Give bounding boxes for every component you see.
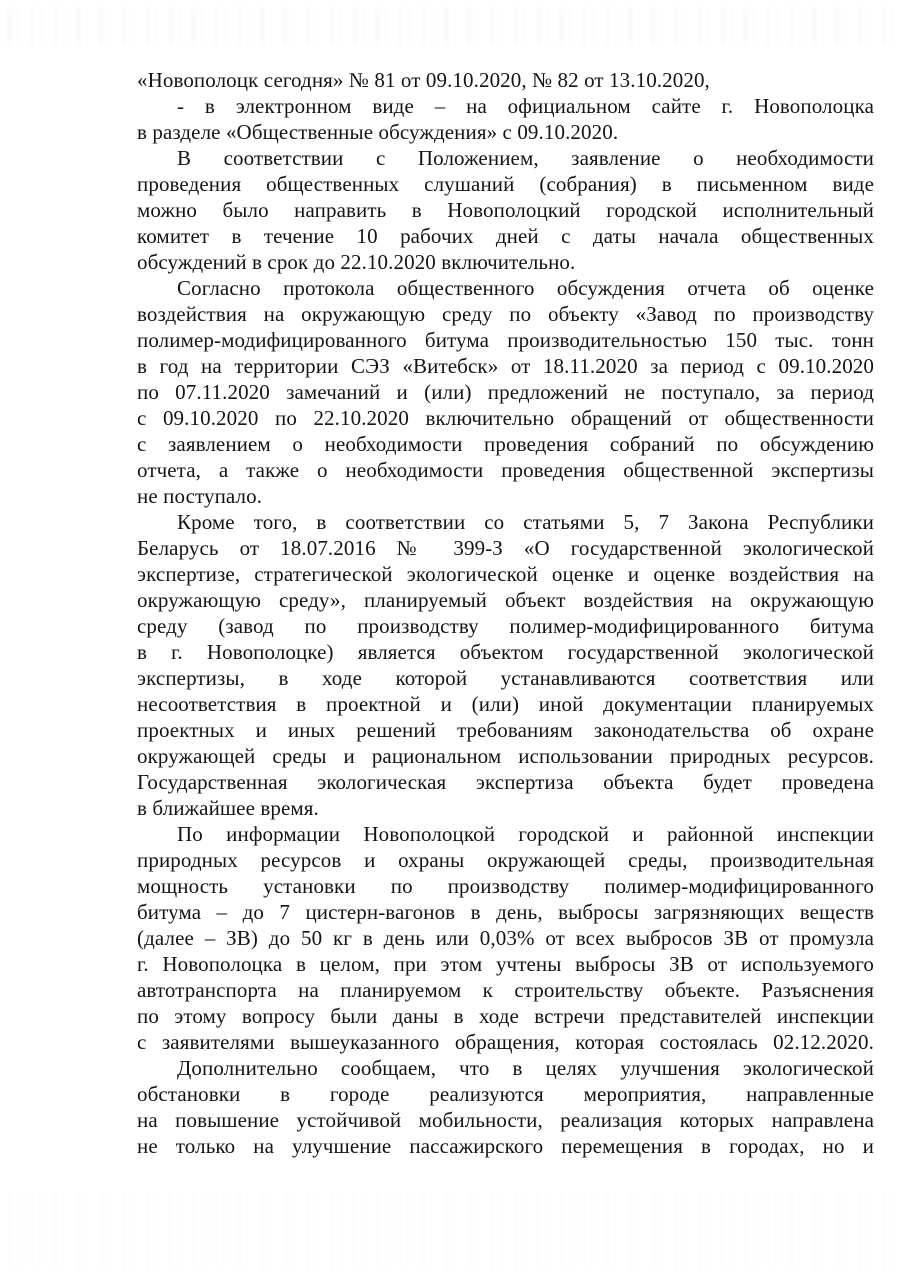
paragraph xyxy=(137,67,874,93)
text-line: по 07.11.2020 замечаний и (или) предложений не поступало, за период xyxy=(137,380,874,404)
text-line: с 09.10.2020 по 22.10.2020 включительно обращений от общественности xyxy=(137,406,874,430)
text-line: Согласно протокола общественного обсуждения отчета об оценке xyxy=(177,276,874,300)
text-line: не поступало. xyxy=(137,484,263,508)
text-line: мощность установки по производству полимер-модифицированного xyxy=(137,874,874,898)
text-line: окружающую среду», планируемый объект воздействия на окружающую xyxy=(137,588,874,612)
text-line: комитет в течение 10 рабочих дней с даты начала общественных xyxy=(137,224,874,248)
document-body-text xyxy=(137,67,874,1159)
text-line: отчета, а также о необходимости проведения общественной экспертизы xyxy=(137,458,874,482)
scan-artifact-bottom xyxy=(8,1190,900,1270)
text-line: Беларусь от 18.07.2016 № 399-З «О государственной экологической xyxy=(137,536,874,560)
paragraph xyxy=(137,93,874,145)
text-line: - в электронном виде – на официальном сайте г. Новополоцка xyxy=(177,94,874,118)
text-line: среду (завод по производству полимер-модифицированного битума xyxy=(137,614,874,638)
paragraph xyxy=(137,509,874,821)
paragraph xyxy=(137,145,874,275)
text-line: полимер-модифицированного битума производительностью 150 тыс. тонн xyxy=(137,328,874,352)
text-line: с заявлением о необходимости проведения собраний по обсуждению xyxy=(137,432,874,456)
scan-artifact-top xyxy=(8,6,900,46)
text-line: с заявителями вышеуказанного обращения, которая состоялась 02.12.2020. xyxy=(137,1030,874,1054)
text-line: «Новополоцк сегодня» № 81 от 09.10.2020, № 82 от 13.10.2020, xyxy=(137,68,710,92)
text-line: проектных и иных решений требованиям законодательства об охране xyxy=(137,718,874,742)
text-line: несоответствия в проектной и (или) иной документации планируемых xyxy=(137,692,874,716)
text-line: автотранспорта на планируемом к строительству объекте. Разъяснения xyxy=(137,978,874,1002)
paragraph xyxy=(137,821,874,1055)
text-line: в год на территории СЭЗ «Витебск» от 18.11.2020 за период с 09.10.2020 xyxy=(137,354,874,378)
text-line: обсуждений в срок до 22.10.2020 включительно. xyxy=(137,250,576,274)
text-line: не только на улучшение пассажирского перемещения в городах, но и xyxy=(137,1134,874,1158)
text-line: воздействия на окружающую среду по объекту «Завод по производству xyxy=(137,302,874,326)
text-line: битума – до 7 цистерн-вагонов в день, выбросы загрязняющих веществ xyxy=(137,900,874,924)
text-line: В соответствии с Положением, заявление о необходимости xyxy=(177,146,874,170)
text-line: в г. Новополоцке) является объектом государственной экологической xyxy=(137,640,874,664)
text-line: по этому вопросу были даны в ходе встречи представителей инспекции xyxy=(137,1004,874,1028)
text-line: г. Новополоцка в целом, при этом учтены выбросы ЗВ от используемого xyxy=(137,952,874,976)
text-line: Кроме того, в соответствии со статьями 5, 7 Закона Республики xyxy=(177,510,874,534)
text-line: Дополнительно сообщаем, что в целях улучшения экологической xyxy=(177,1056,874,1080)
text-line: проведения общественных слушаний (собрания) в письменном виде xyxy=(137,172,874,196)
text-line: природных ресурсов и охраны окружающей среды, производительная xyxy=(137,848,874,872)
text-line: экспертизе, стратегической экологической оценке и оценке воздействия на xyxy=(137,562,874,586)
text-line: (далее – ЗВ) до 50 кг в день или 0,03% от всех выбросов ЗВ от промузла xyxy=(137,926,874,950)
text-line: Государственная экологическая экспертиза объекта будет проведена xyxy=(137,770,874,794)
paragraph xyxy=(137,275,874,509)
text-line: По информации Новополоцкой городской и районной инспекции xyxy=(177,822,874,846)
text-line: в разделе «Общественные обсуждения» с 09.10.2020. xyxy=(137,120,619,144)
paragraph xyxy=(137,1055,874,1159)
text-line: в ближайшее время. xyxy=(137,796,319,820)
text-line: экспертизы, в ходе которой устанавливаются соответствия или xyxy=(137,666,874,690)
text-line: на повышение устойчивой мобильности, реализация которых направлена xyxy=(137,1108,874,1132)
text-line: можно было направить в Новополоцкий городской исполнительный xyxy=(137,198,874,222)
text-line: обстановки в городе реализуются мероприятия, направленные xyxy=(137,1082,874,1106)
text-line: окружающей среды и рациональном использовании природных ресурсов. xyxy=(137,744,874,768)
